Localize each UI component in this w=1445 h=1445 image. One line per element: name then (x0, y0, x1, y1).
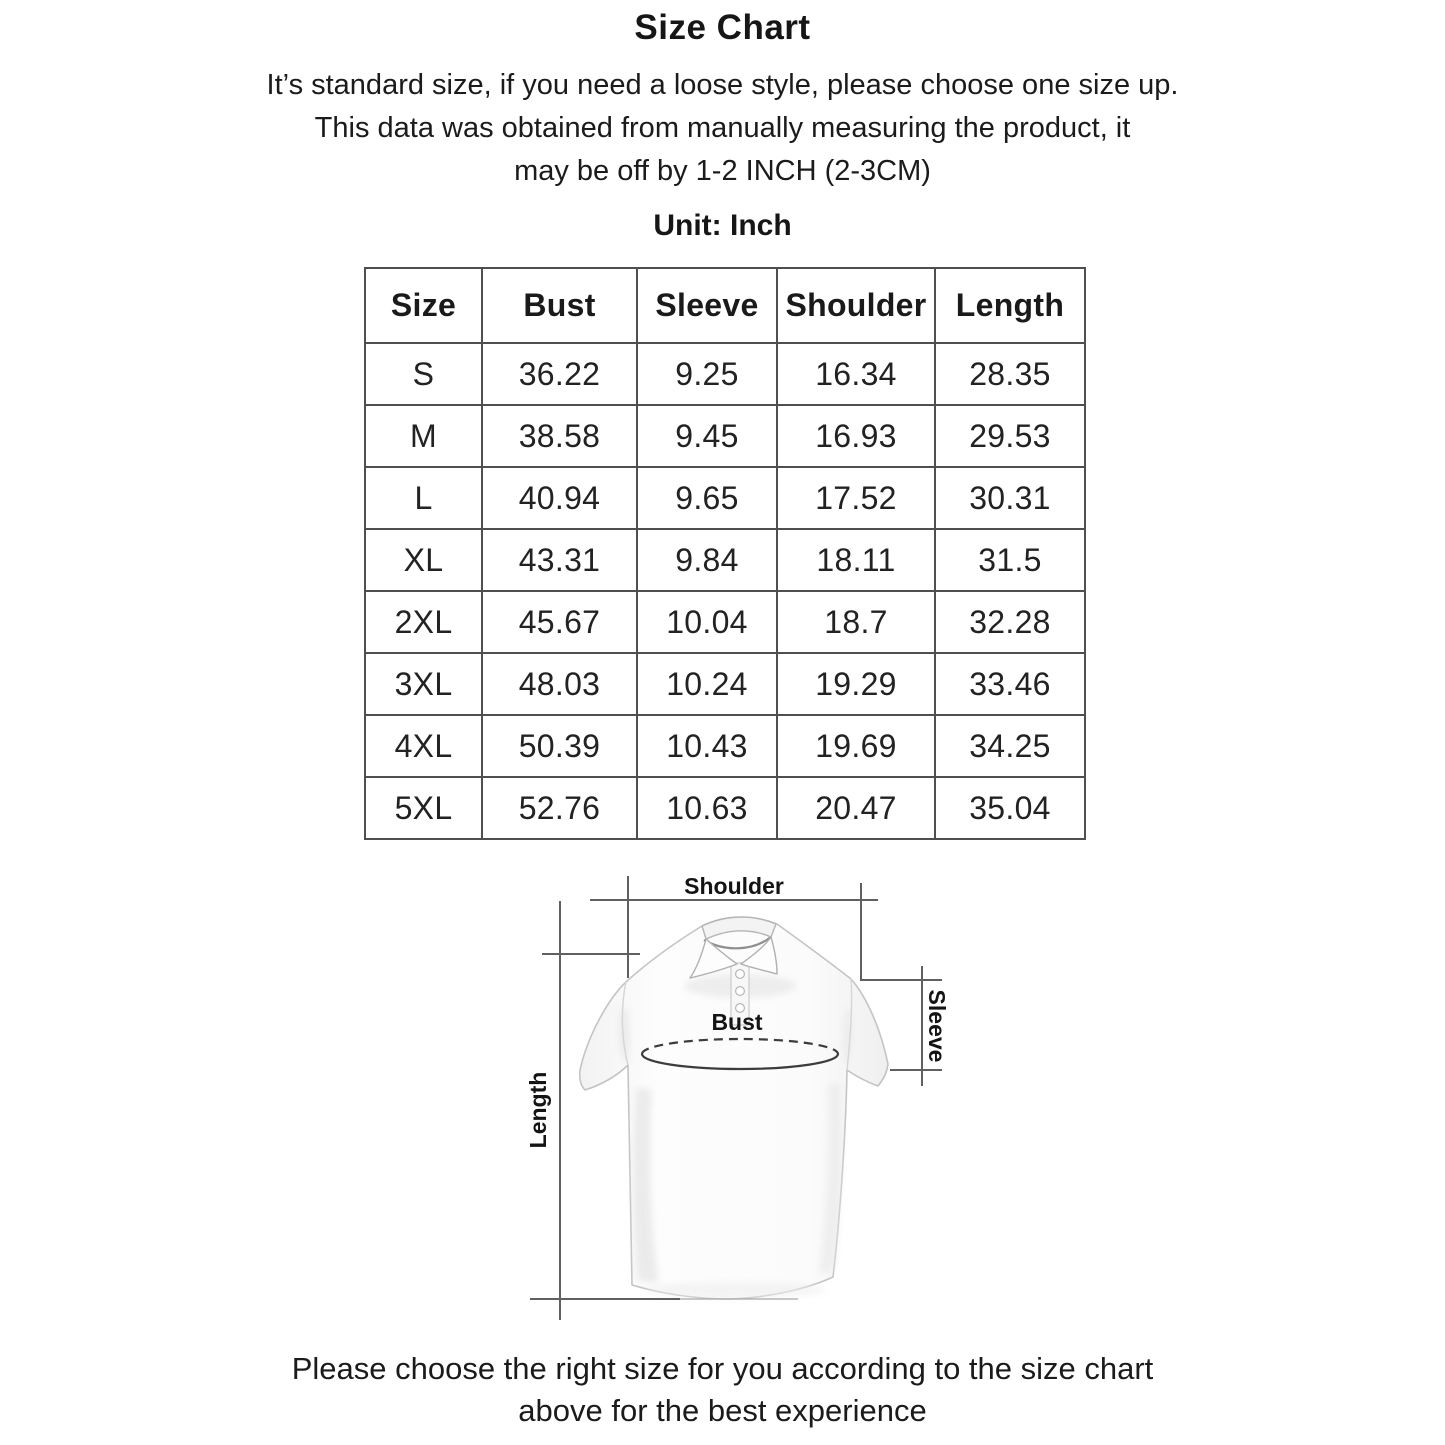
value-cell: 16.93 (777, 405, 935, 467)
footer-note (0, 1348, 1445, 1432)
length-label: Length (525, 1071, 551, 1149)
value-cell: 20.47 (777, 777, 935, 839)
size-cell: XL (365, 529, 482, 591)
value-cell: 28.35 (935, 343, 1085, 405)
intro-line: may be off by 1-2 INCH (2-3CM) (514, 155, 931, 187)
shirt-diagram (490, 858, 970, 1333)
table-row (365, 343, 1085, 405)
footer-line: above for the best experience (518, 1393, 927, 1428)
value-cell: 32.28 (935, 591, 1085, 653)
value-cell: 33.46 (935, 653, 1085, 715)
column-header: Size (365, 268, 482, 343)
intro-line: This data was obtained from manually measuring the product, it (314, 112, 1131, 144)
size-cell: S (365, 343, 482, 405)
footer-line: Please choose the right size for you according to the size chart (291, 1351, 1154, 1386)
value-cell: 18.7 (777, 591, 935, 653)
value-cell: 40.94 (482, 467, 637, 529)
button-icon (736, 987, 745, 996)
value-cell: 29.53 (935, 405, 1085, 467)
intro-text (0, 64, 1445, 193)
value-cell: 34.25 (935, 715, 1085, 777)
value-cell: 36.22 (482, 343, 637, 405)
polo-shirt-body (580, 917, 888, 1299)
table-row (365, 777, 1085, 839)
value-cell: 30.31 (935, 467, 1085, 529)
value-cell: 31.5 (935, 529, 1085, 591)
table-row (365, 467, 1085, 529)
button-icon (736, 970, 745, 979)
size-table (364, 267, 1086, 840)
value-cell: 10.43 (637, 715, 777, 777)
column-header: Length (935, 268, 1085, 343)
size-cell: 2XL (365, 591, 482, 653)
value-cell: 16.34 (777, 343, 935, 405)
column-header: Bust (482, 268, 637, 343)
column-header: Sleeve (637, 268, 777, 343)
value-cell: 38.58 (482, 405, 637, 467)
table-row (365, 591, 1085, 653)
table-row (365, 405, 1085, 467)
value-cell: 17.52 (777, 467, 935, 529)
value-cell: 52.76 (482, 777, 637, 839)
value-cell: 45.67 (482, 591, 637, 653)
table-header-row (365, 268, 1085, 343)
value-cell: 50.39 (482, 715, 637, 777)
value-cell: 35.04 (935, 777, 1085, 839)
value-cell: 10.04 (637, 591, 777, 653)
polo-shirt-illustration (490, 858, 970, 1333)
value-cell: 19.69 (777, 715, 935, 777)
size-cell: 3XL (365, 653, 482, 715)
sleeve-label: Sleeve (924, 989, 950, 1063)
value-cell: 9.45 (637, 405, 777, 467)
table-row (365, 715, 1085, 777)
unit-label: Unit: Inch (653, 209, 792, 242)
page-title: Size Chart (634, 8, 811, 47)
value-cell: 19.29 (777, 653, 935, 715)
size-cell: 5XL (365, 777, 482, 839)
value-cell: 9.65 (637, 467, 777, 529)
column-header: Shoulder (777, 268, 935, 343)
value-cell: 10.24 (637, 653, 777, 715)
value-cell: 48.03 (482, 653, 637, 715)
table-row (365, 529, 1085, 591)
shoulder-label: Shoulder (684, 873, 784, 899)
value-cell: 43.31 (482, 529, 637, 591)
value-cell: 9.25 (637, 343, 777, 405)
value-cell: 18.11 (777, 529, 935, 591)
size-cell: L (365, 467, 482, 529)
size-cell: 4XL (365, 715, 482, 777)
intro-line: It’s standard size, if you need a loose style, please choose one size up. (266, 69, 1179, 101)
bust-label: Bust (711, 1009, 763, 1035)
table-row (365, 653, 1085, 715)
table-body (365, 343, 1085, 839)
value-cell: 10.63 (637, 777, 777, 839)
value-cell: 9.84 (637, 529, 777, 591)
size-cell: M (365, 405, 482, 467)
